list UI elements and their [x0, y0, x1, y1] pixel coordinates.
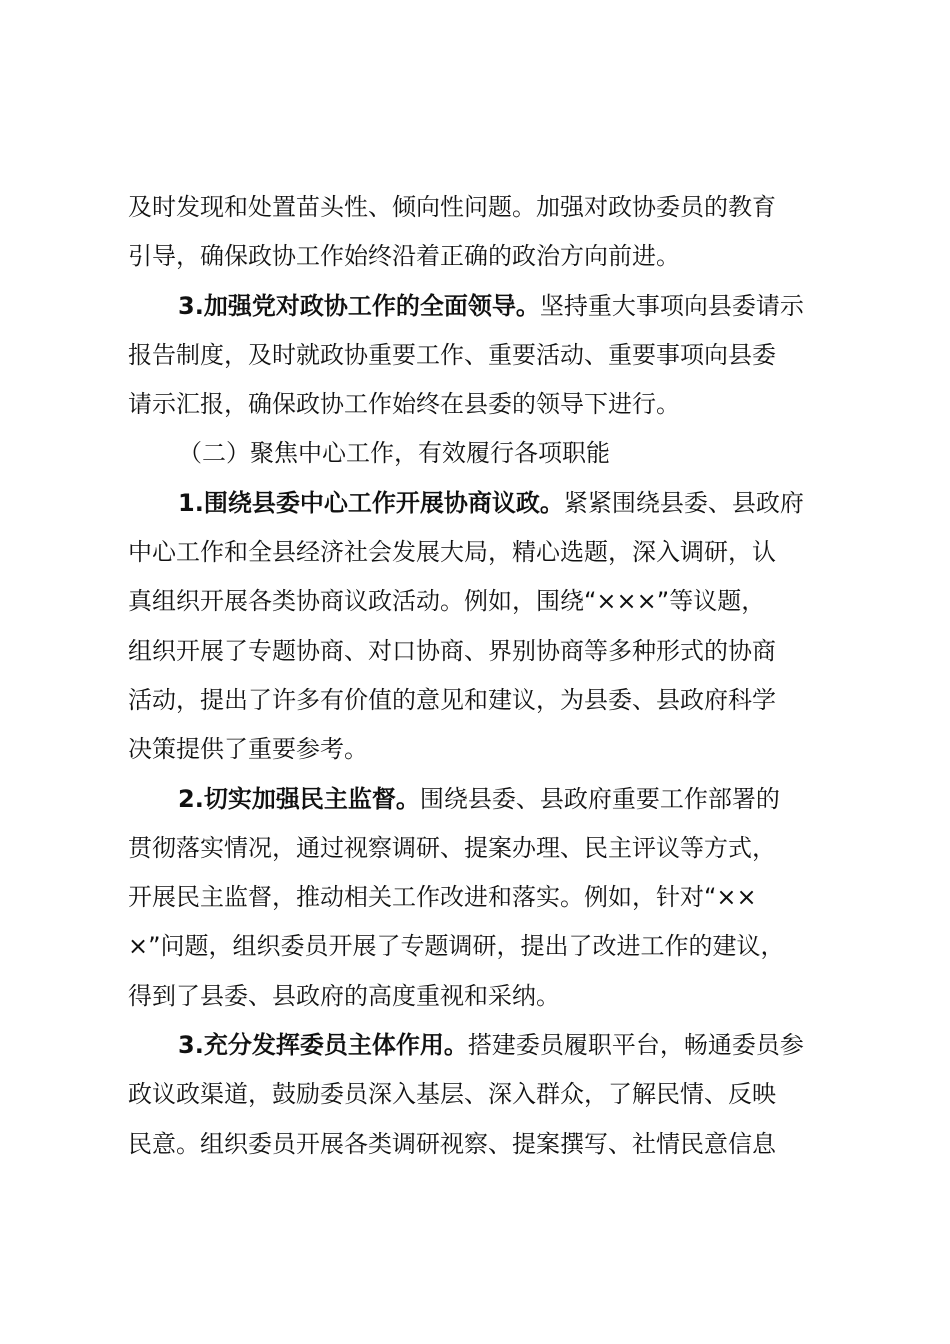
text-line: [128, 282, 830, 331]
text-line: [128, 479, 830, 528]
line-text: 中心工作和全县经济社会发展大局，精心选题，深入调研，认: [128, 538, 776, 567]
bold-heading: 3.加强党对政协工作的全面领导。: [178, 291, 540, 320]
text-line: [128, 1070, 830, 1119]
line-text: 组织开展了专题协商、对口协商、界别协商等多种形式的协商: [128, 636, 776, 665]
text-line: [128, 577, 830, 626]
line-text: （二）聚焦中心工作，有效履行各项职能: [178, 439, 610, 468]
line-text: 得到了县委、县政府的高度重视和采纳。: [128, 981, 560, 1010]
text-line: [128, 873, 830, 922]
line-text: 及时发现和处置苗头性、倾向性问题。加强对政协委员的教育: [128, 193, 776, 221]
bold-heading: 3.充分发挥委员主体作用。: [178, 1031, 468, 1060]
line-text: 围绕县委、县政府重要工作部署的: [419, 784, 780, 813]
line-text: 贯彻落实情况，通过视察调研、提案办理、民主评议等方式，: [128, 833, 776, 862]
text-line: [128, 232, 830, 281]
text-line: [128, 725, 830, 774]
line-text: 搭建委员履职平台，畅通委员参: [467, 1031, 804, 1060]
line-text: 活动，提出了许多有价值的意见和建议，为县委、县政府科学: [128, 685, 776, 714]
text-line: [128, 922, 830, 971]
text-line: [128, 331, 830, 380]
text-line: [128, 1120, 830, 1169]
text-line: [128, 676, 830, 725]
line-text: 请示汇报，确保政协工作始终在县委的领导下进行。: [128, 390, 680, 419]
text-line: [128, 1021, 830, 1070]
line-text: 开展民主监督，推动相关工作改进和落实。例如，针对“××: [128, 883, 757, 912]
text-line: [128, 183, 830, 232]
line-text: 政议政渠道，鼓励委员深入基层、深入群众，了解民情、反映: [128, 1080, 776, 1109]
bold-heading: 1.围绕县委中心工作开展协商议政。: [178, 488, 564, 517]
line-text: 引导，确保政协工作始终沿着正确的政治方向前进。: [128, 242, 680, 271]
bold-heading: 2.切实加强民主监督。: [178, 784, 420, 813]
line-text: 民意。组织委员开展各类调研视察、提案撰写、社情民意信息: [128, 1129, 776, 1158]
line-text: 决策提供了重要参考。: [128, 735, 368, 764]
text-line: [128, 775, 830, 824]
line-text: 坚持重大事项向县委请示: [539, 291, 804, 320]
line-text: 报告制度，及时就政协重要工作、重要活动、重要事项向县委: [128, 340, 776, 369]
section-heading: [128, 429, 830, 478]
text-line: [128, 824, 830, 873]
line-text: 真组织开展各类协商议政活动。例如，围绕“×××”等议题，: [128, 587, 766, 616]
line-text: 紧紧围绕县委、县政府: [563, 488, 804, 517]
line-text: ×”问题，组织委员开展了专题调研，提出了改进工作的建议，: [128, 932, 785, 961]
text-line: [128, 528, 830, 577]
text-line: [128, 380, 830, 429]
text-line: [128, 972, 830, 1021]
document-body: [128, 183, 830, 1169]
text-line: [128, 627, 830, 676]
